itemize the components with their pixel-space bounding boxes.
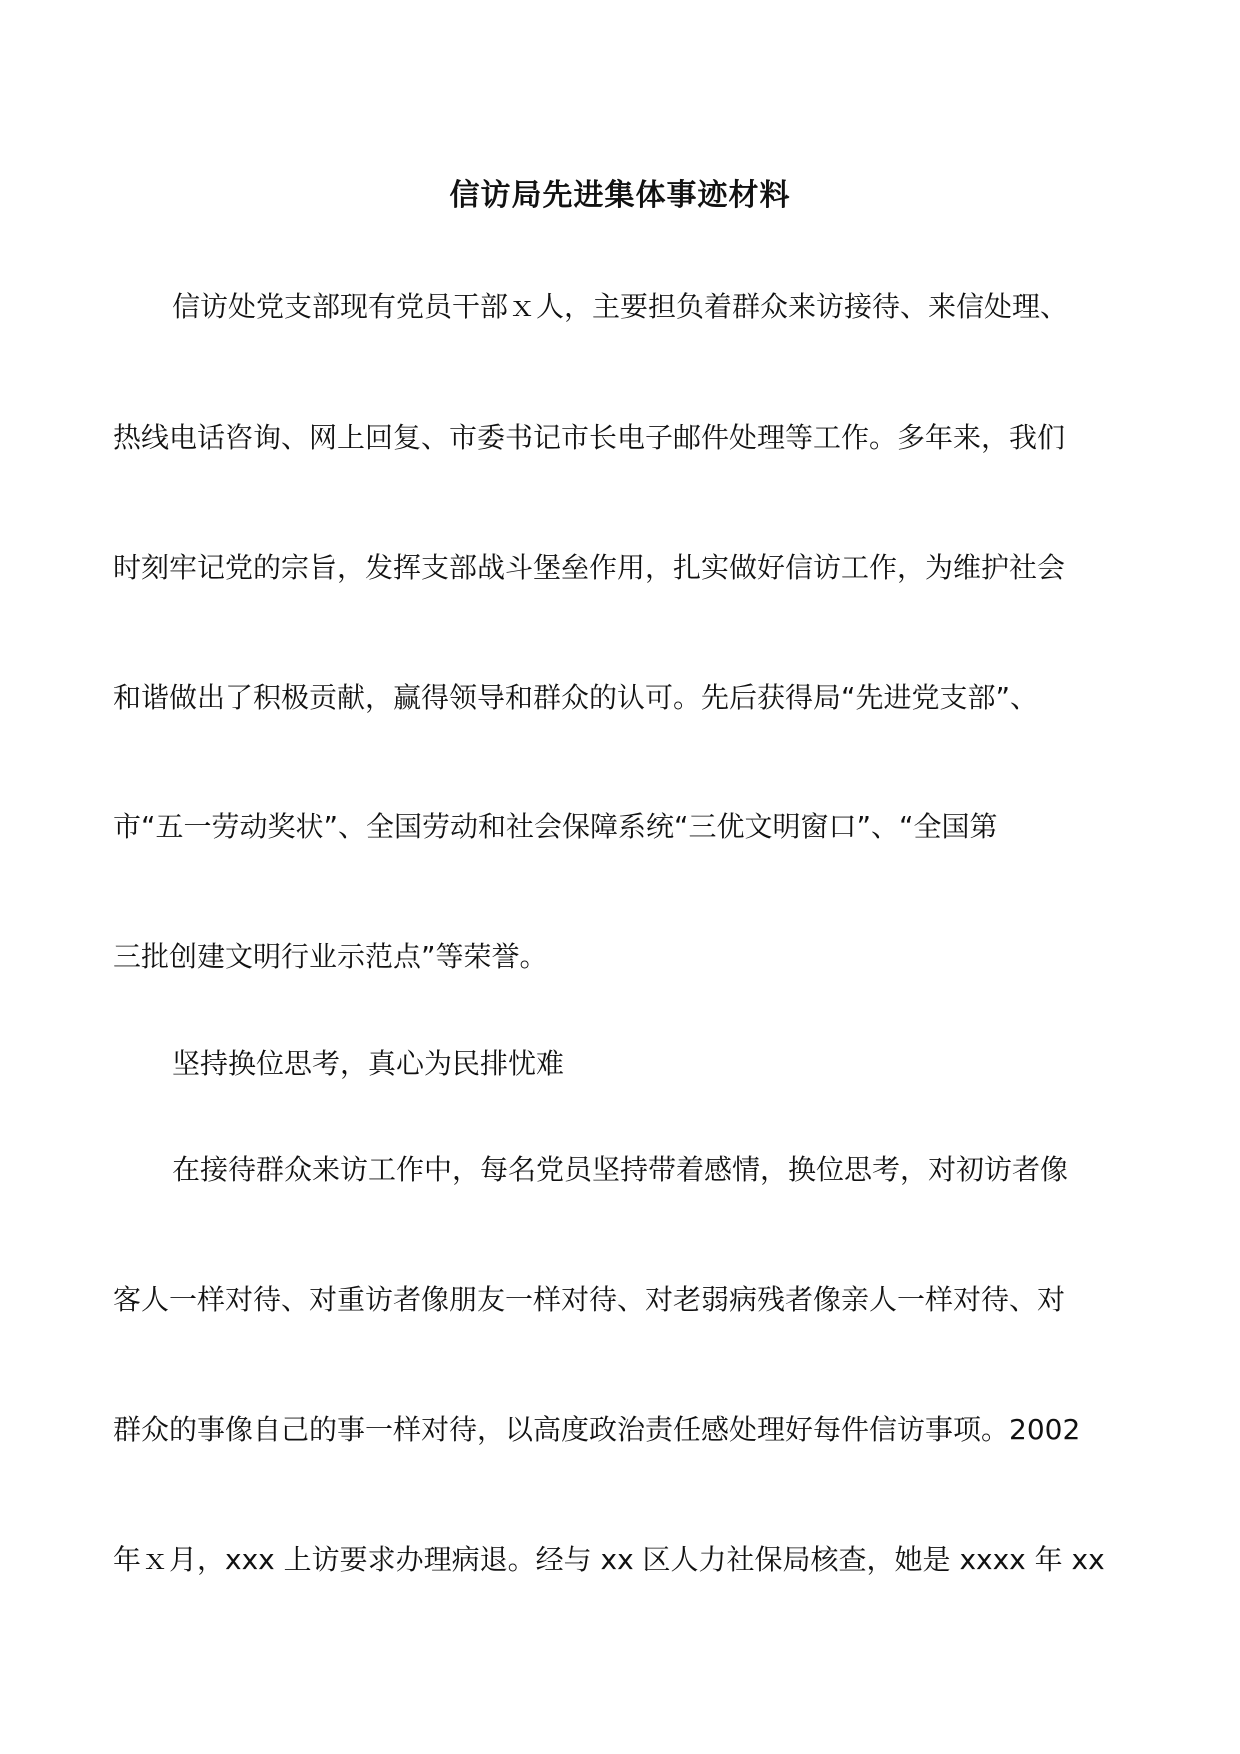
paragraph-1-line-5: 市“五一劳动奖状”、全国劳动和社会保障系统“三优文明窗口”、“全国第 (113, 810, 998, 843)
paragraph-2-line-1: 在接待群众来访工作中，每名党员坚持带着感情，换位思考，对初访者像 (172, 1153, 1069, 1186)
paragraph-1-line-3: 时刻牢记党的宗旨，发挥支部战斗堡垒作用，扎实做好信访工作，为维护社会 (113, 551, 1066, 584)
document-title: 信访局先进集体事迹材料 (449, 178, 791, 213)
paragraph-1-line-2: 热线电话咨询、网上回复、市委书记市长电子邮件处理等工作。多年来，我们 (113, 421, 1066, 454)
paragraph-2-line-3: 群众的事像自己的事一样对待，以高度政治责任感处理好每件信访事项。2002 (113, 1413, 1081, 1446)
paragraph-1-line-6: 三批创建文明行业示范点”等荣誉。 (113, 940, 548, 973)
paragraph-2-line-4: 年ｘ月，xxx 上访要求办理病退。经与 xx 区人力社保局核查，她是 xxxx 年 xx (113, 1543, 1105, 1576)
section-heading: 坚持换位思考，真心为民排忧难 (172, 1047, 565, 1080)
paragraph-2-line-2: 客人一样对待、对重访者像朋友一样对待、对老弱病残者像亲人一样对待、对 (113, 1283, 1066, 1316)
paragraph-1-line-4: 和谐做出了积极贡献，赢得领导和群众的认可。先后获得局“先进党支部”、 (113, 681, 1039, 714)
paragraph-1-line-1: 信访处党支部现有党员干部ｘ人，主要担负着群众来访接待、来信处理、 (172, 290, 1069, 323)
